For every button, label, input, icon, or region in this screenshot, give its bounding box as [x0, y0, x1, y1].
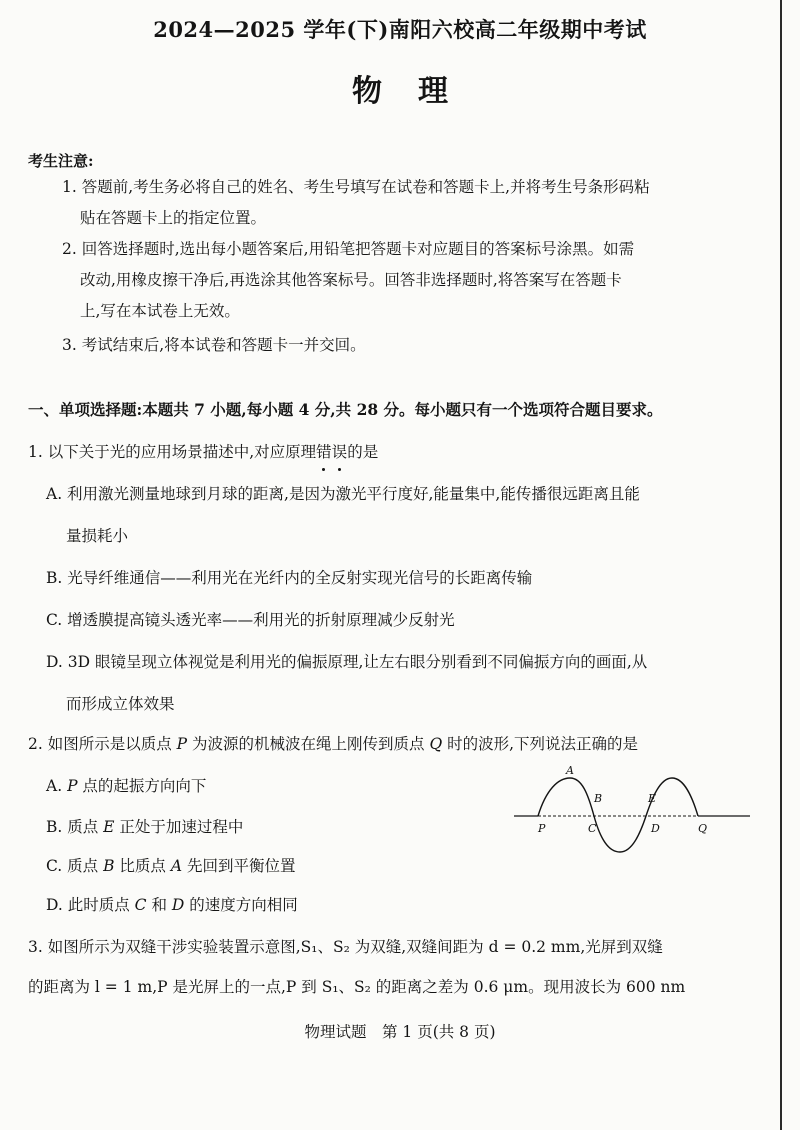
notice-item-2-cont2: 上,写在本试卷上无效。	[80, 302, 240, 320]
opt-text: 的速度方向相同	[184, 896, 298, 914]
opt-text: 点的起振方向向下	[77, 777, 207, 795]
question-2-option-d	[46, 893, 486, 915]
question-1-stem-text: 1. 以下关于光的应用场景描述中,对应原理	[28, 443, 317, 461]
question-3-line-1: 3. 如图所示为双缝干涉实验装置示意图,S₁、S₂ 为双缝,双缝间距为 d = 0.2 mm,光屏到双缝	[28, 938, 663, 956]
opt-text: B. 质点	[46, 818, 104, 836]
stem-text: 时的波形,下列说法正确的是	[442, 735, 639, 753]
opt-text: 和	[146, 896, 172, 914]
subject-title: 物理	[352, 74, 484, 109]
notice-title: 考生注意:	[28, 152, 94, 170]
question-1-stem-end: 的是	[347, 443, 379, 461]
var-p: P	[176, 735, 188, 753]
question-1-option-a: A. 利用激光测量地球到月球的距离,是因为激光平行度好,能量集中,能传播很远距离且能	[46, 485, 640, 503]
wave-curve	[538, 778, 698, 852]
opt-text: C. 质点	[46, 857, 104, 875]
label-E: E	[648, 792, 657, 805]
label-Q: Q	[698, 822, 708, 835]
opt-text: A.	[46, 777, 68, 795]
stem-text: 2. 如图所示是以质点	[28, 735, 177, 753]
notice-item-3: 3. 考试结束后,将本试卷和答题卡一并交回。	[62, 336, 366, 354]
emphasis-char: 错	[316, 440, 332, 462]
var: E	[103, 818, 115, 836]
label-B: B	[594, 792, 603, 805]
notice-item-2: 2. 回答选择题时,选出每小题答案后,用铅笔把答题卡对应题目的答案标号涂黑。如需	[62, 240, 635, 258]
page-footer: 物理试题 第 1 页(共 8 页)	[304, 1023, 496, 1041]
question-2-option-b	[46, 815, 486, 837]
notice-item-1: 1. 答题前,考生务必将自己的姓名、考生号填写在试卷和答题卡上,并将考生号条形码粘	[62, 178, 650, 196]
question-2-stem	[28, 732, 788, 754]
question-1-option-d: D. 3D 眼镜呈现立体视觉是利用光的偏振原理,让左右眼分别看到不同偏振方向的画面,从	[46, 653, 648, 671]
label-D: D	[651, 822, 660, 835]
var: B	[103, 857, 115, 875]
var: A	[170, 857, 183, 875]
question-3-line-2: 的距离为 l = 1 m,P 是光屏上的一点,P 到 S₁、S₂ 的距离之差为 0.6 μm。现用波长为 600 nm	[28, 978, 686, 996]
emphasis-char: 误	[332, 440, 348, 462]
opt-text: 比质点	[114, 857, 171, 875]
var: C	[134, 896, 147, 914]
wave-figure	[508, 760, 758, 860]
var-q: Q	[429, 735, 443, 753]
opt-text: 先回到平衡位置	[182, 857, 296, 875]
exam-title: 2024—2025 学年(下)南阳六校高二年级期中考试	[153, 17, 647, 42]
question-1-option-a-cont: 量损耗小	[66, 527, 129, 545]
question-2-option-c	[46, 854, 486, 876]
question-1-option-d-cont: 而形成立体效果	[66, 695, 175, 713]
notice-item-1-cont: 贴在答题卡上的指定位置。	[80, 209, 267, 227]
opt-text: 正处于加速过程中	[114, 818, 244, 836]
page-edge-line	[780, 0, 782, 1130]
stem-text: 为波源的机械波在绳上刚传到质点	[187, 735, 430, 753]
question-1-option-b: B. 光导纤维通信——利用光在光纤内的全反射实现光信号的长距离传输	[46, 569, 533, 587]
opt-text: D. 此时质点	[46, 896, 135, 914]
label-P: P	[538, 822, 546, 835]
question-2-option-a	[46, 774, 486, 796]
question-1-stem	[28, 440, 788, 462]
wave-guide	[538, 778, 698, 852]
question-1-option-c: C. 增透膜提高镜头透光率——利用光的折射原理减少反射光	[46, 611, 455, 629]
label-A: A	[566, 764, 574, 777]
section-1-heading: 一、单项选择题:本题共 7 小题,每小题 4 分,共 28 分。每小题只有一个选项符合题目要求。	[28, 400, 663, 419]
var: P	[67, 777, 78, 795]
var: D	[171, 896, 185, 914]
notice-item-2-cont: 改动,用橡皮擦干净后,再选涂其他答案标号。回答非选择题时,将答案写在答题卡	[80, 271, 622, 289]
label-C: C	[588, 822, 597, 835]
